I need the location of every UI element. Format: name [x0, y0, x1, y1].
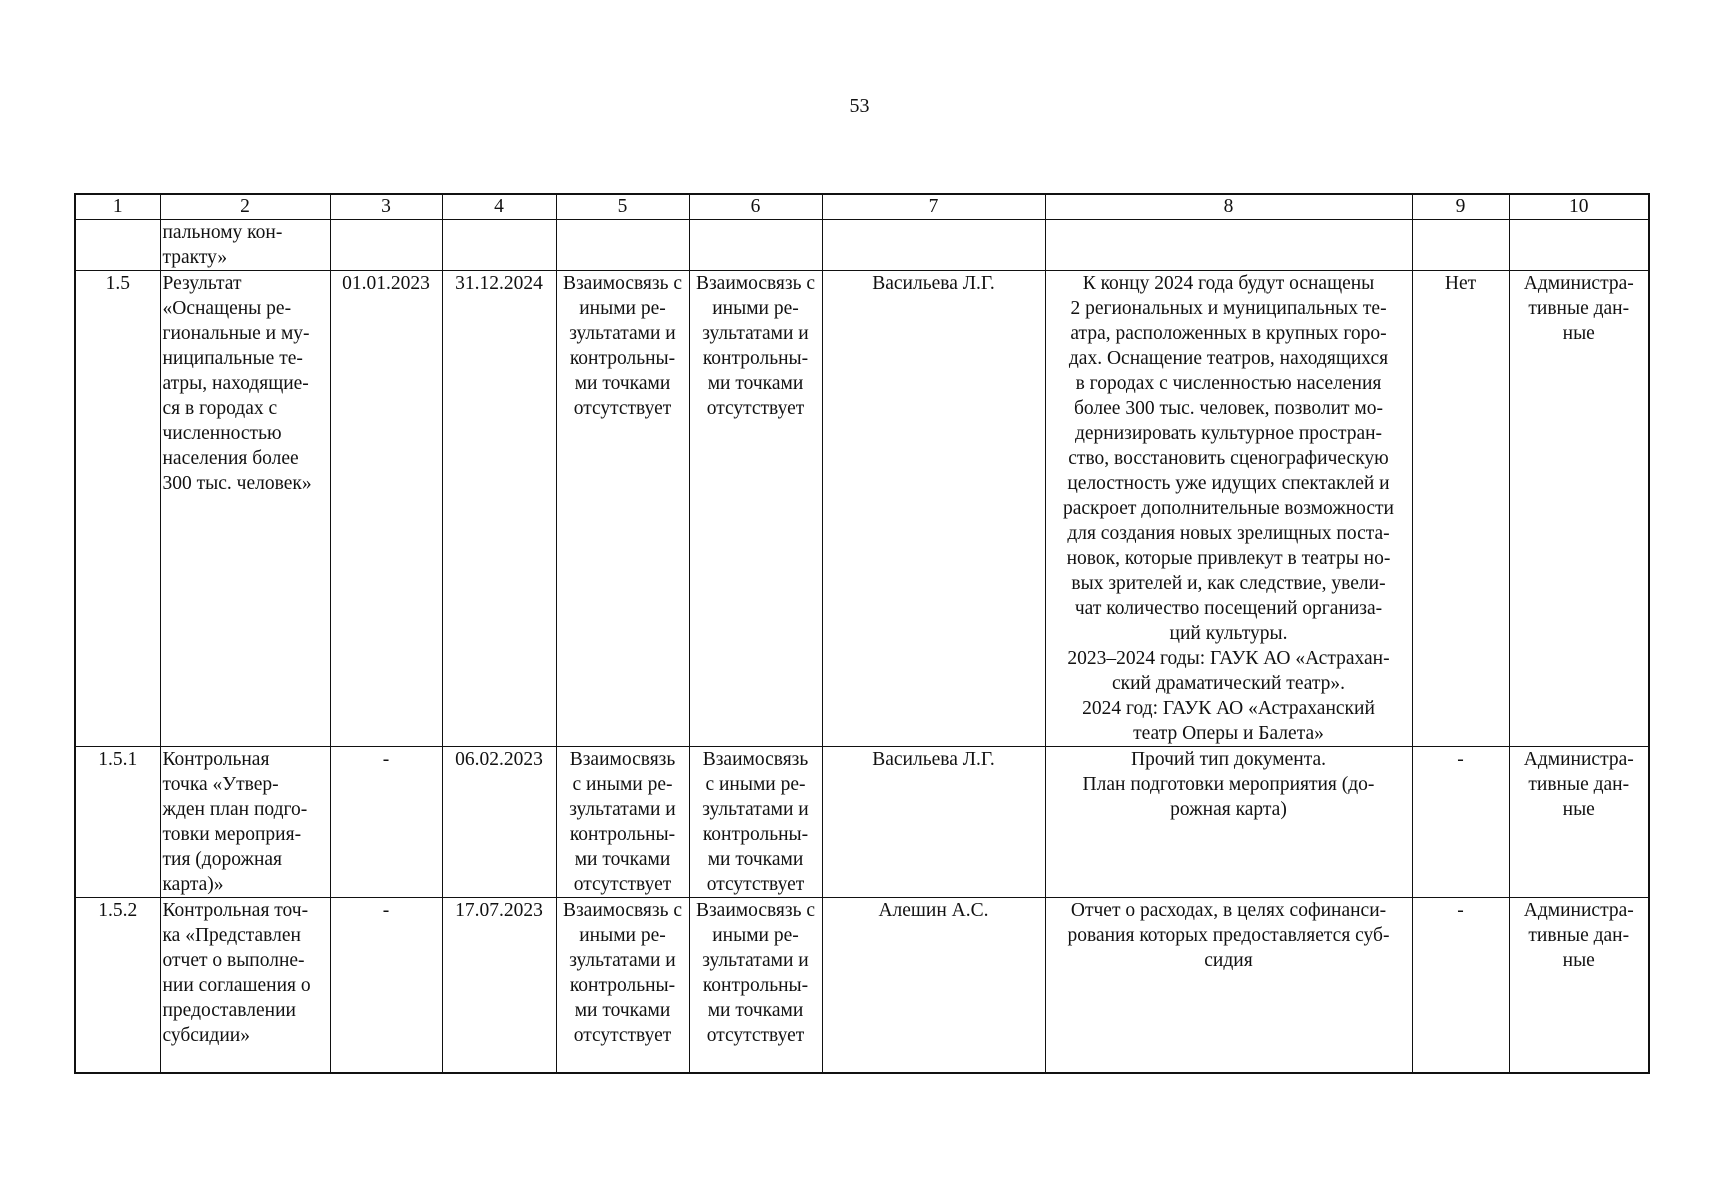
data-source: Администра- тивные дан- ные [1509, 747, 1649, 898]
link-next: Взаимосвязь с иными ре- зультатами и контрольны- ми точками отсутствует [689, 747, 822, 898]
row-number: 1.5 [75, 271, 160, 747]
table-row [75, 898, 1649, 1074]
column-number: 5 [556, 194, 689, 220]
link-previous: Взаимосвязь с иными ре- зультатами и контрольны- ми точками отсутствует [556, 747, 689, 898]
data-source: Администра- тивные дан- ные [1509, 898, 1649, 1074]
row-number: 1.5.1 [75, 747, 160, 898]
start-date: 01.01.2023 [330, 271, 442, 747]
result-description: Отчет о расходах, в целях софинанси- рования которых предоставляется суб- сидия [1045, 898, 1412, 1074]
row-number: 1.5.2 [75, 898, 160, 1074]
end-date: 17.07.2023 [442, 898, 556, 1074]
result-description: Прочий тип документа. План подготовки мероприятия (до- рожная карта) [1045, 747, 1412, 898]
end-date: 31.12.2024 [442, 271, 556, 747]
column-number: 1 [75, 194, 160, 220]
link-previous: Взаимосвязь с иными ре- зультатами и контрольны- ми точками отсутствует [556, 271, 689, 747]
continuation-row [75, 220, 1649, 271]
table-row [75, 747, 1649, 898]
column-number: 7 [822, 194, 1045, 220]
end-date: 06.02.2023 [442, 747, 556, 898]
column-number: 2 [160, 194, 330, 220]
row-name: Контрольная точ- ка «Представлен отчет о выполне- нии соглашения о предоставлении субсидии» [160, 898, 330, 1074]
page-number: 53 [849, 95, 870, 117]
start-date: - [330, 898, 442, 1074]
column-number-row [75, 194, 1649, 220]
row-name: Контрольная точка «Утвер- жден план подго- товки мероприя- тия (дорожная карта)» [160, 747, 330, 898]
responsible-person: Васильева Л.Г. [822, 271, 1045, 747]
plan-table [74, 193, 1650, 1074]
table-row [75, 271, 1649, 747]
link-next: Взаимосвязь с иными ре- зультатами и контрольны- ми точками отсутствует [689, 271, 822, 747]
data-source: Администра- тивные дан- ные [1509, 271, 1649, 747]
gis-flag: - [1412, 747, 1509, 898]
column-number: 10 [1509, 194, 1649, 220]
column-number: 4 [442, 194, 556, 220]
column-number: 8 [1045, 194, 1412, 220]
row-name: пальному кон- тракту» [160, 220, 330, 271]
row-name: Результат «Оснащены ре- гиональные и му- ниципальные те- атры, находящие- ся в городах с численностью населения более 300 тыс. человек» [160, 271, 330, 747]
column-number: 3 [330, 194, 442, 220]
link-next: Взаимосвязь с иными ре- зультатами и контрольны- ми точками отсутствует [689, 898, 822, 1074]
column-number: 9 [1412, 194, 1509, 220]
responsible-person: Васильева Л.Г. [822, 747, 1045, 898]
link-previous: Взаимосвязь с иными ре- зультатами и контрольны- ми точками отсутствует [556, 898, 689, 1074]
responsible-person: Алешин А.С. [822, 898, 1045, 1074]
gis-flag: - [1412, 898, 1509, 1074]
gis-flag: Нет [1412, 271, 1509, 747]
column-number: 6 [689, 194, 822, 220]
start-date: - [330, 747, 442, 898]
result-description: К концу 2024 года будут оснащены 2 региональных и муниципальных те- атра, расположенных в крупных горо- дах. Оснащение театров, находящихся в городах с численностью населения более 300 тыс. человек, позволит мо- дернизировать культурное простран- ство, восстановить сценографическую целостность уже идущих спектаклей и раскроет дополнительные возможности для создания новых зрелищных поста- новок, которые привлекут в театры но- вых зрителей и, как следствие, увели- чат количество посещений организа- ций культуры. 2023–2024 годы: ГАУК АО «Астрахан- ский драматический театр». 2024 год: ГАУК АО «Астраханский театр Оперы и Балета» [1045, 271, 1412, 747]
